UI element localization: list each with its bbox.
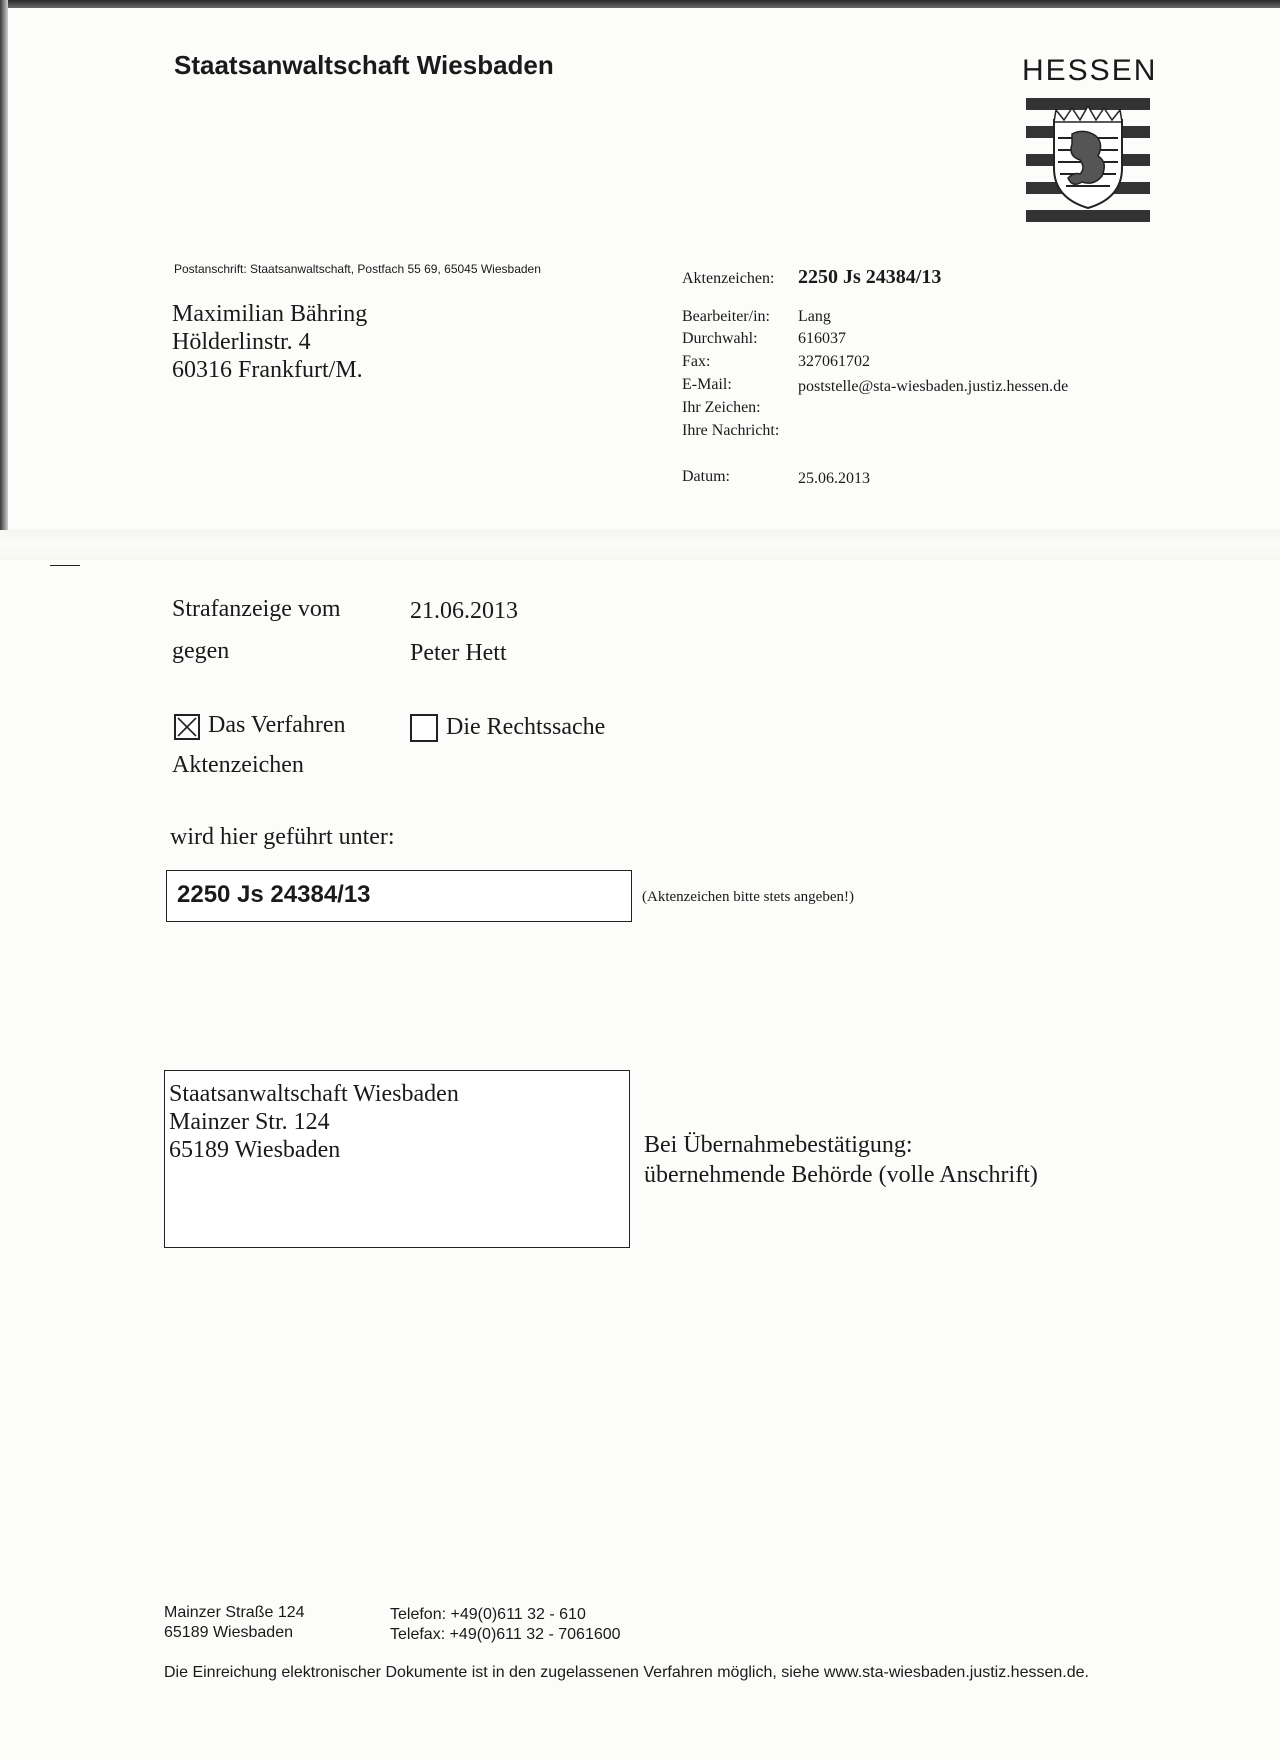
authority-address-line2: Mainzer Str. 124 xyxy=(169,1109,330,1135)
verfahren-label: Das Verfahren xyxy=(208,712,346,738)
paper-fold xyxy=(0,530,1280,560)
durchwahl-label: Durchwahl: xyxy=(682,330,758,347)
uebernahme-line1: Bei Übernahmebestätigung: xyxy=(644,1132,913,1158)
sender-address-line: Postanschrift: Staatsanwaltschaft, Postfach 55 69, 65045 Wiesbaden xyxy=(174,262,541,276)
aktenzeichen-box-value: 2250 Js 24384/13 xyxy=(177,881,371,908)
hessen-wordmark: HESSEN xyxy=(1022,54,1158,87)
strafanzeige-label: Strafanzeige vom xyxy=(172,596,341,622)
aktenzeichen-box xyxy=(166,870,632,922)
recipient-street: Hölderlinstr. 4 xyxy=(172,329,311,355)
email-label: E-Mail: xyxy=(682,376,732,393)
gegen-value: Peter Hett xyxy=(410,640,507,666)
verfahren-checkbox[interactable] xyxy=(174,714,200,740)
datum-value: 25.06.2013 xyxy=(798,470,870,487)
gefuehrt-unter-label: wird hier geführt unter: xyxy=(170,824,395,850)
rechtssache-checkbox[interactable] xyxy=(410,714,438,742)
footer-note: Die Einreichung elektronischer Dokumente ist in den zugelassenen Verfahren möglich, siehe www.sta-wiesbaden.justiz.hessen.de. xyxy=(164,1664,1089,1681)
uebernahme-note xyxy=(644,1130,1038,1190)
hessen-coat-of-arms-icon xyxy=(1024,98,1152,224)
authority-address-line3: 65189 Wiesbaden xyxy=(169,1137,341,1163)
uebernahme-line2: übernehmende Behörde (volle Anschrift) xyxy=(644,1162,1038,1188)
scan-edge-top xyxy=(0,0,1280,8)
check-cross-icon xyxy=(176,716,198,738)
footer-city: 65189 Wiesbaden xyxy=(164,1624,293,1641)
aktenzeichen-value: 2250 Js 24384/13 xyxy=(798,266,942,288)
authority-address-box xyxy=(164,1070,630,1248)
durchwahl-value: 616037 xyxy=(798,330,846,347)
datum-label: Datum: xyxy=(682,468,730,485)
rechtssache-label: Die Rechtssache xyxy=(446,714,606,740)
fax-value: 327061702 xyxy=(798,353,870,370)
strafanzeige-date: 21.06.2013 xyxy=(410,598,518,624)
authority-title: Staatsanwaltschaft Wiesbaden xyxy=(174,50,554,80)
email-value[interactable]: poststelle@sta-wiesbaden.justiz.hessen.de xyxy=(798,378,1069,395)
scan-edge-left xyxy=(0,0,8,560)
recipient-address xyxy=(172,300,367,384)
aktenzeichen-word: Aktenzeichen xyxy=(172,752,304,778)
recipient-name: Maximilian Bähring xyxy=(172,301,368,327)
aktenzeichen-label: Aktenzeichen: xyxy=(682,270,775,287)
aktenzeichen-note: (Aktenzeichen bitte stets angeben!) xyxy=(642,889,854,905)
fold-mark xyxy=(50,565,80,566)
authority-address-line1: Staatsanwaltschaft Wiesbaden xyxy=(169,1081,459,1107)
recipient-city: 60316 Frankfurt/M. xyxy=(172,357,363,383)
fax-label: Fax: xyxy=(682,353,711,370)
ihre-nachricht-label: Ihre Nachricht: xyxy=(682,422,780,439)
footer-telefon: Telefon: +49(0)611 32 - 610 xyxy=(390,1606,586,1623)
footer-telefax: Telefax: +49(0)611 32 - 7061600 xyxy=(390,1626,621,1643)
bearbeiter-label: Bearbeiter/in: xyxy=(682,308,770,325)
bearbeiter-value: Lang xyxy=(798,308,831,325)
gegen-label: gegen xyxy=(172,638,230,664)
ihr-zeichen-label: Ihr Zeichen: xyxy=(682,399,761,416)
footer-street: Mainzer Straße 124 xyxy=(164,1604,305,1621)
